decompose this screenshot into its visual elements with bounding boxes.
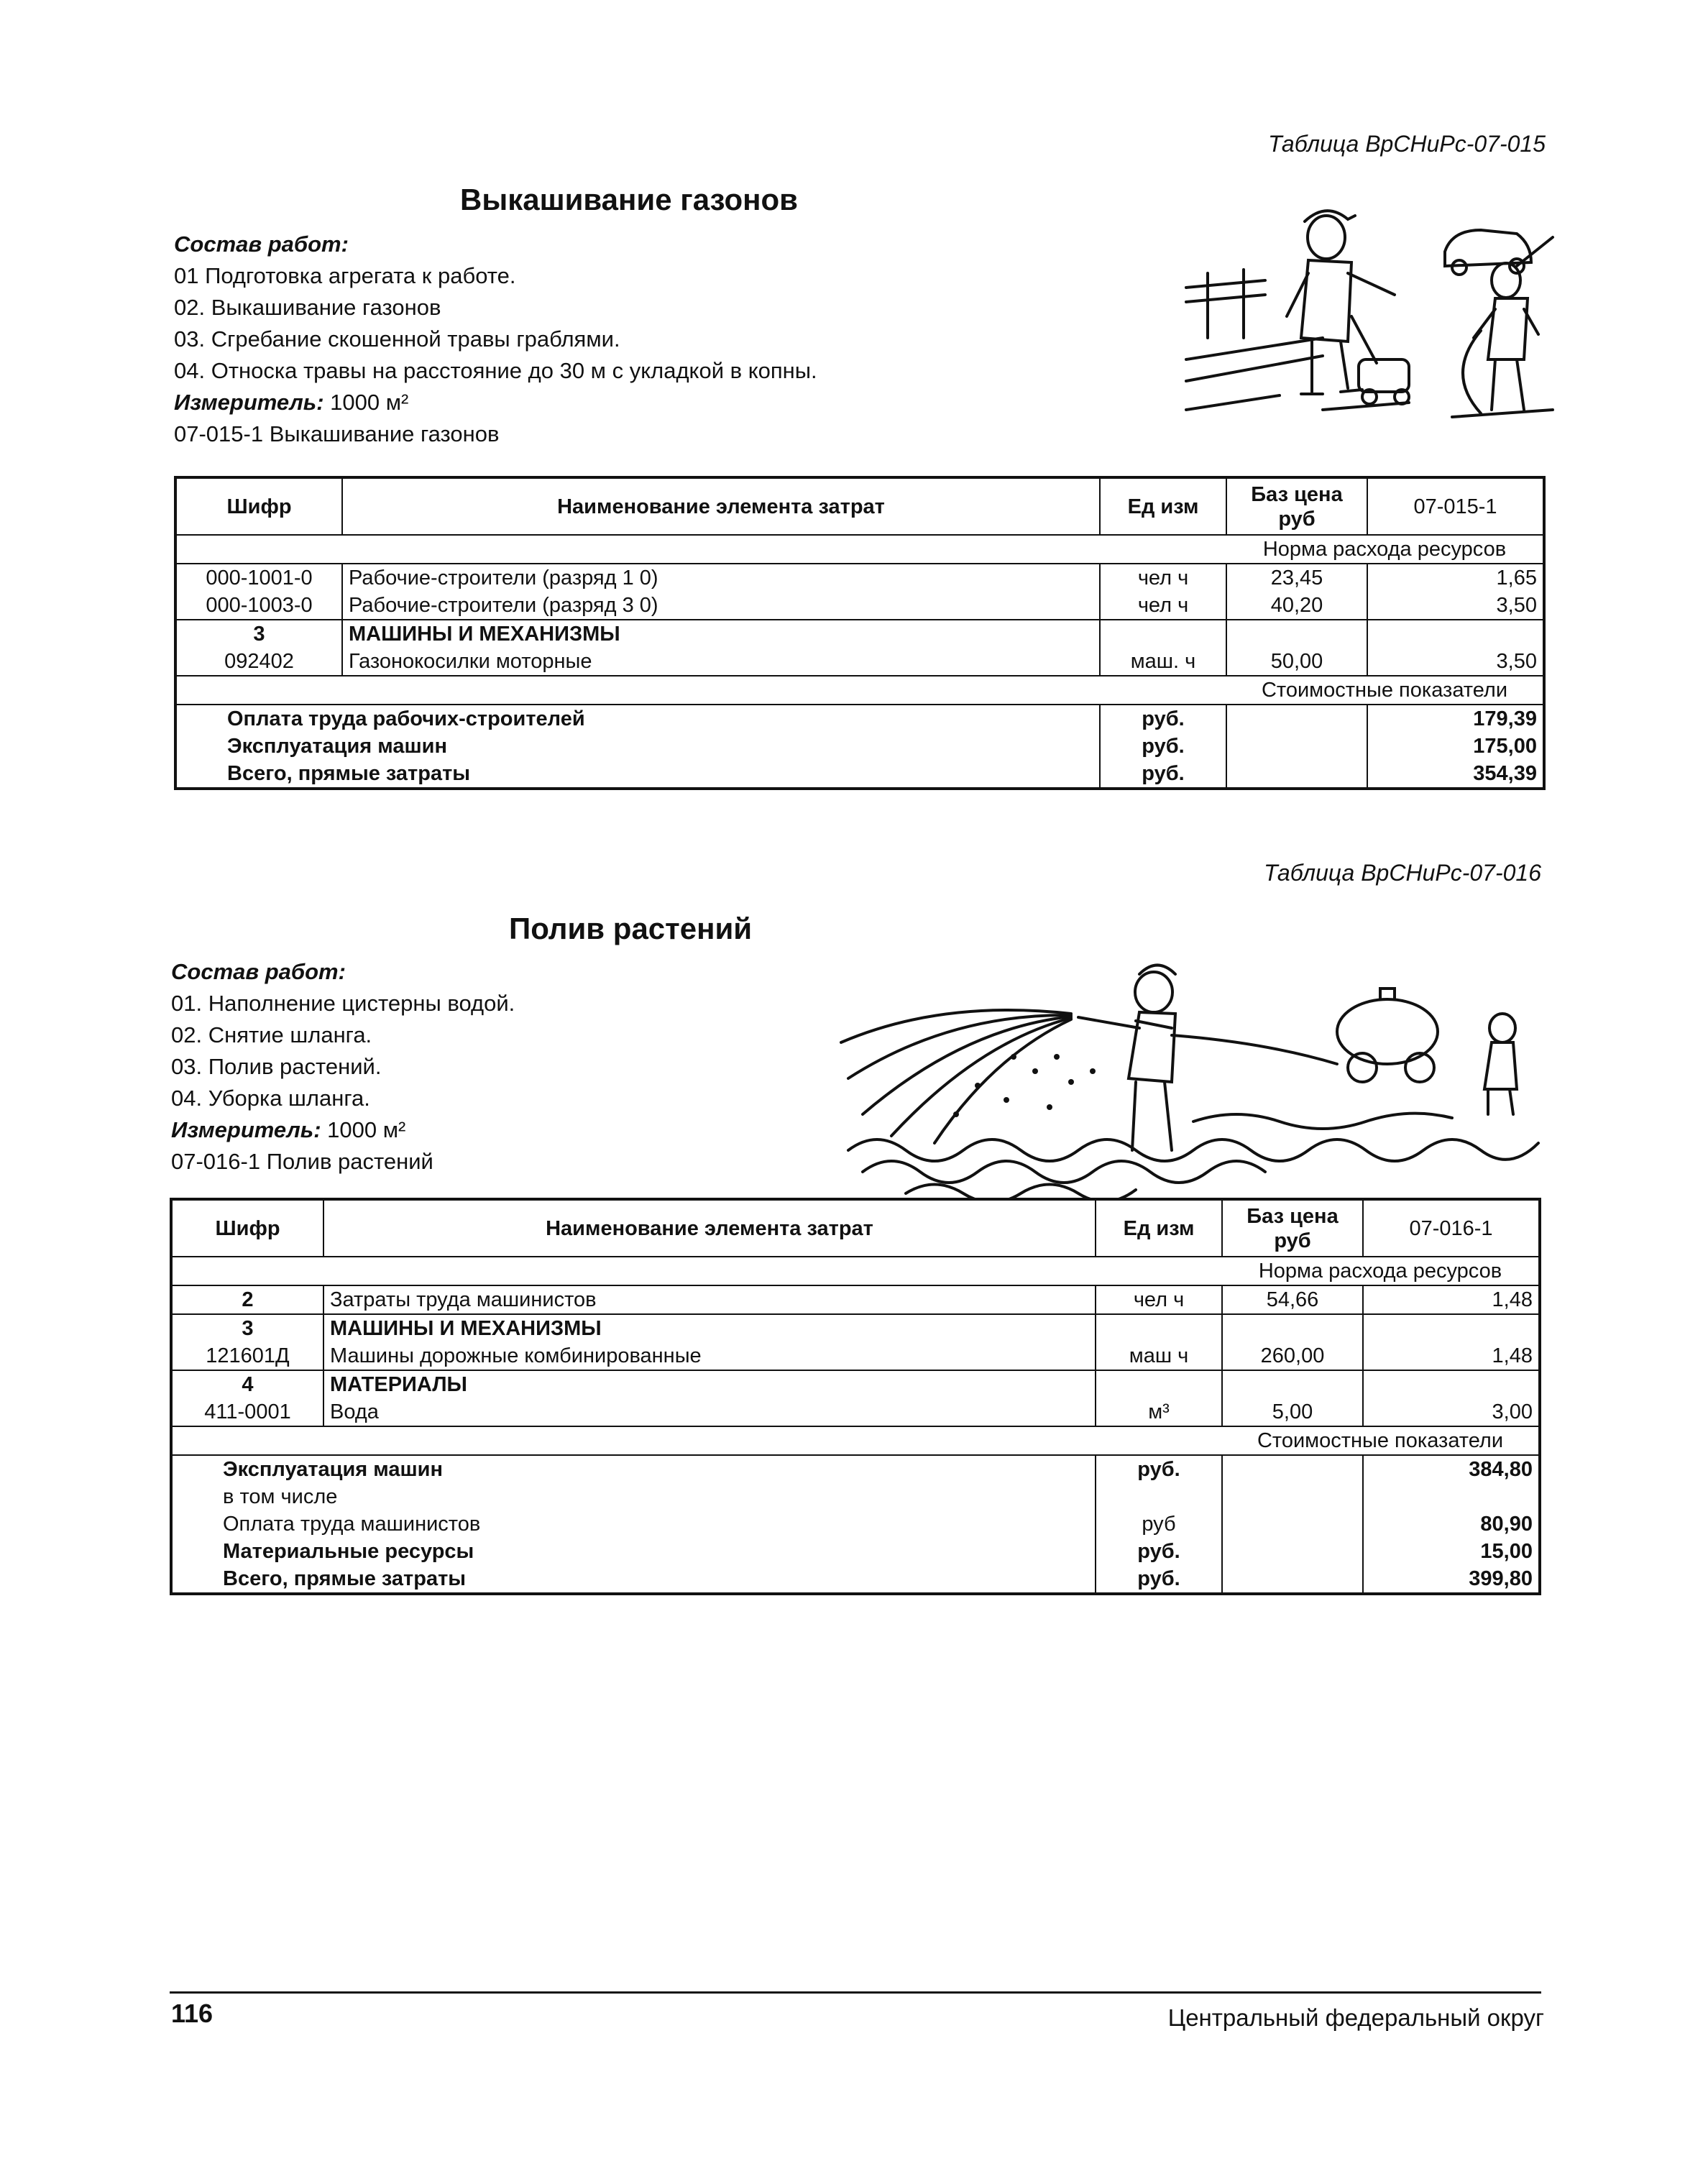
summary-name: Всего, прямые затраты: [175, 760, 1100, 789]
section-title: Полив растений: [509, 912, 753, 945]
row-code: 000-1003-0: [175, 592, 342, 620]
cost-table: [174, 476, 1546, 790]
table-reference: Таблица ВрСНиРс-07-015: [1268, 131, 1546, 157]
summary-price: [1222, 1510, 1363, 1538]
spacer-cell: [171, 1257, 1222, 1285]
summary-name: Эксплуатация машин: [175, 733, 1100, 760]
spacer-cell: [175, 535, 1226, 564]
summary-unit: руб.: [1096, 1538, 1222, 1565]
code-line: 07-016-1 Полив растений: [171, 1149, 433, 1174]
summary-value: 80,90: [1363, 1510, 1540, 1538]
row-code: 411-0001: [171, 1398, 323, 1426]
measure-label: Измеритель:: [174, 390, 324, 415]
row-norm: 3,50: [1367, 648, 1544, 676]
work-item: 04. Уборка шланга.: [171, 1086, 370, 1111]
summary-price: [1226, 705, 1367, 733]
summary-row: [175, 705, 1544, 733]
table-reference: Таблица ВрСНиРс-07-016: [1264, 860, 1541, 886]
measure-value: 1000 м²: [330, 390, 409, 415]
row-unit: маш ч: [1096, 1342, 1222, 1370]
work-label: Состав работ:: [171, 959, 346, 984]
norm-header: Норма расхода ресурсов: [1226, 535, 1544, 564]
row-norm: [1367, 620, 1544, 648]
row-unit: [1096, 1370, 1222, 1398]
table-row: [171, 1398, 1540, 1426]
row-norm: 1,65: [1367, 564, 1544, 592]
summary-value: 175,00: [1367, 733, 1544, 760]
summary-price: [1222, 1538, 1363, 1565]
summary-price: [1226, 733, 1367, 760]
row-unit: [1096, 1314, 1222, 1342]
table-row: [171, 1370, 1540, 1398]
summary-price: [1226, 760, 1367, 789]
row-code: 121601Д: [171, 1342, 323, 1370]
summary-unit: руб.: [1100, 705, 1226, 733]
row-norm: [1363, 1314, 1540, 1342]
work-item: 03. Полив растений.: [171, 1054, 382, 1079]
summary-unit: руб.: [1100, 760, 1226, 789]
summary-row: [175, 733, 1544, 760]
measure-value: 1000 м²: [327, 1117, 406, 1142]
row-name: Рабочие-строители (разряд 3 0): [342, 592, 1100, 620]
summary-price: [1222, 1455, 1363, 1483]
section-title: Выкашивание газонов: [460, 183, 798, 216]
summary-name: Материальные ресурсы: [171, 1538, 1096, 1565]
table-row: [175, 564, 1544, 592]
row-norm: 1,48: [1363, 1342, 1540, 1370]
row-unit: чел ч: [1100, 592, 1226, 620]
row-norm: [1363, 1370, 1540, 1398]
row-code: 092402: [175, 648, 342, 676]
summary-price: [1222, 1565, 1363, 1594]
summary-name: Оплата труда рабочих-строителей: [175, 705, 1100, 733]
col-header-price: Баз цена руб: [1226, 477, 1367, 535]
table-row: [171, 1342, 1540, 1370]
summary-value: 179,39: [1367, 705, 1544, 733]
work-label: Состав работ:: [174, 231, 349, 257]
row-price: 260,00: [1222, 1342, 1363, 1370]
row-name: МАТЕРИАЛЫ: [323, 1370, 1096, 1398]
summary-price: [1222, 1483, 1363, 1510]
spacer-cell: [171, 1426, 1222, 1455]
spacer-cell: [175, 676, 1226, 705]
watering-illustration: [834, 935, 1553, 1201]
row-code: 2: [171, 1285, 323, 1314]
summary-value: 399,80: [1363, 1565, 1540, 1594]
page-number: 116: [171, 1999, 214, 2028]
work-composition: [174, 229, 817, 450]
table-row: [175, 592, 1544, 620]
col-header-unit: Ед изм: [1096, 1199, 1222, 1257]
row-code: 4: [171, 1370, 323, 1398]
summary-value: 15,00: [1363, 1538, 1540, 1565]
row-code: 3: [171, 1314, 323, 1342]
summary-name: Оплата труда машинистов: [171, 1510, 1096, 1538]
work-item: 01. Наполнение цистерны водой.: [171, 991, 515, 1016]
row-norm: 1,48: [1363, 1285, 1540, 1314]
summary-unit: руб.: [1096, 1455, 1222, 1483]
summary-unit: руб.: [1096, 1565, 1222, 1594]
work-item: 04. Относка травы на расстояние до 30 м с укладкой в копны.: [174, 358, 817, 383]
row-price: 50,00: [1226, 648, 1367, 676]
work-item: 01 Подготовка агрегата к работе.: [174, 263, 516, 288]
work-item: 03. Сгребание скошенной травы граблями.: [174, 326, 620, 352]
cost-table: [170, 1198, 1541, 1595]
row-unit: маш. ч: [1100, 648, 1226, 676]
summary-unit: руб.: [1100, 733, 1226, 760]
row-price: [1222, 1370, 1363, 1398]
col-header-norm: 07-016-1: [1363, 1199, 1540, 1257]
summary-name: в том числе: [171, 1483, 1096, 1510]
row-price: 40,20: [1226, 592, 1367, 620]
table-row: [171, 1285, 1540, 1314]
measure-label: Измеритель:: [171, 1117, 321, 1142]
summary-value: 354,39: [1367, 760, 1544, 789]
table-row: [175, 620, 1544, 648]
measure-line: [171, 1114, 515, 1146]
cost-header: Стоимостные показатели: [1222, 1426, 1540, 1455]
code-line: 07-015-1 Выкашивание газонов: [174, 421, 500, 446]
row-unit: м³: [1096, 1398, 1222, 1426]
row-code: 000-1001-0: [175, 564, 342, 592]
summary-row: [171, 1538, 1540, 1565]
col-header-name: Наименование элемента затрат: [323, 1199, 1096, 1257]
row-price: 5,00: [1222, 1398, 1363, 1426]
summary-unit: [1096, 1483, 1222, 1510]
row-name: Рабочие-строители (разряд 1 0): [342, 564, 1100, 592]
summary-value: [1363, 1483, 1540, 1510]
summary-row: [171, 1483, 1540, 1510]
row-price: [1226, 620, 1367, 648]
row-price: 23,45: [1226, 564, 1367, 592]
footer-region: Центральный федеральный округ: [1167, 2004, 1544, 2031]
footer-divider: [170, 1991, 1541, 1994]
work-item: 02. Снятие шланга.: [171, 1022, 372, 1047]
col-header-name: Наименование элемента затрат: [342, 477, 1100, 535]
col-header-norm: 07-015-1: [1367, 477, 1544, 535]
row-name: Вода: [323, 1398, 1096, 1426]
summary-row: [171, 1565, 1540, 1594]
summary-unit: руб: [1096, 1510, 1222, 1538]
cost-header: Стоимостные показатели: [1226, 676, 1544, 705]
table-row: [175, 648, 1544, 676]
row-code: 3: [175, 620, 342, 648]
row-name: МАШИНЫ И МЕХАНИЗМЫ: [323, 1314, 1096, 1342]
row-name: Газонокосилки моторные: [342, 648, 1100, 676]
col-header-unit: Ед изм: [1100, 477, 1226, 535]
summary-row: [175, 760, 1544, 789]
row-name: Затраты труда машинистов: [323, 1285, 1096, 1314]
row-name: Машины дорожные комбинированные: [323, 1342, 1096, 1370]
row-unit: чел ч: [1100, 564, 1226, 592]
row-unit: [1100, 620, 1226, 648]
work-item: 02. Выкашивание газонов: [174, 295, 441, 320]
measure-line: [174, 387, 817, 418]
row-norm: 3,00: [1363, 1398, 1540, 1426]
row-unit: чел ч: [1096, 1285, 1222, 1314]
col-header-price: Баз цена руб: [1222, 1199, 1363, 1257]
work-composition: [171, 956, 515, 1178]
summary-name: Эксплуатация машин: [171, 1455, 1096, 1483]
col-header-code: Шифр: [175, 477, 342, 535]
norm-header: Норма расхода ресурсов: [1222, 1257, 1540, 1285]
summary-value: 384,80: [1363, 1455, 1540, 1483]
lawn-mowing-illustration: [1179, 194, 1567, 431]
col-header-code: Шифр: [171, 1199, 323, 1257]
summary-name: Всего, прямые затраты: [171, 1565, 1096, 1594]
summary-row: [171, 1455, 1540, 1483]
row-norm: 3,50: [1367, 592, 1544, 620]
row-price: 54,66: [1222, 1285, 1363, 1314]
row-price: [1222, 1314, 1363, 1342]
summary-row: [171, 1510, 1540, 1538]
row-name: МАШИНЫ И МЕХАНИЗМЫ: [342, 620, 1100, 648]
table-row: [171, 1314, 1540, 1342]
